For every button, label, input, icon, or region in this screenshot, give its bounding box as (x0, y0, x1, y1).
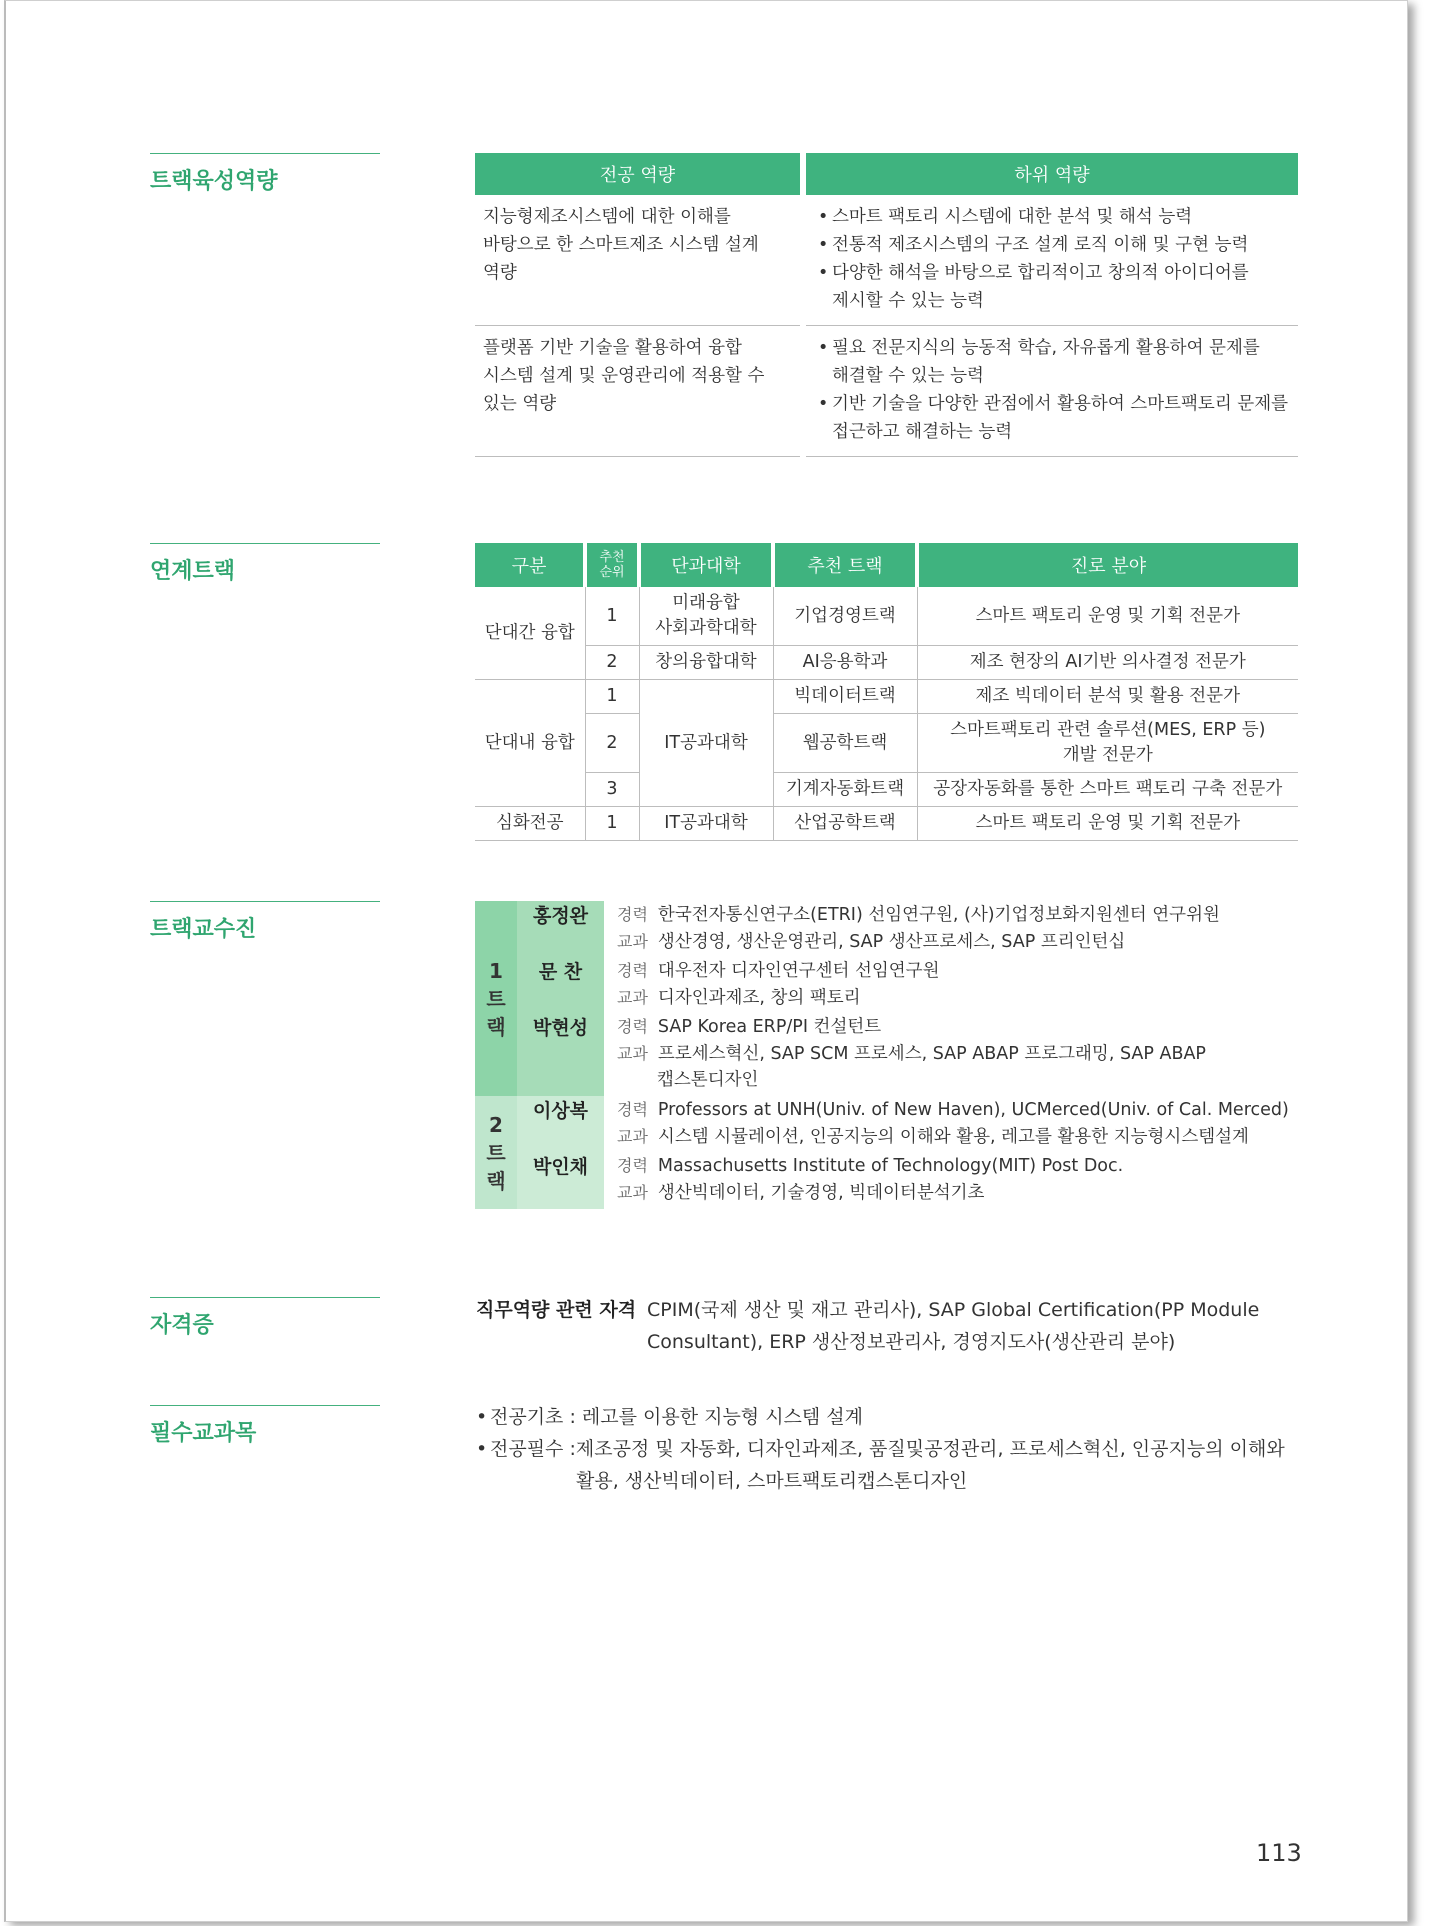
competency-table (475, 153, 1298, 457)
section-label-professors: 트랙교수진 (150, 901, 380, 943)
page-number: 113 (1256, 1839, 1302, 1867)
list-item: • 전공기초 : 레고를 이용한 지능형 시스템 설계 (476, 1401, 1316, 1433)
sub-competency-cell (806, 195, 1298, 326)
document-page (4, 0, 1408, 1922)
professor-career: 경력 SAP Korea ERP/PI 컨설턴트 (617, 1017, 882, 1037)
professor-name: 홍정완 (532, 905, 589, 927)
major-competency-cell: 지능형제조시스템에 대한 이해를 바탕으로 한 스마트제조 시스템 설계 역량 (475, 195, 800, 326)
group-cell: 단대내 융합 (475, 680, 585, 807)
header-type: 구분 (475, 543, 585, 587)
section-label-linked: 연계트랙 (150, 543, 380, 585)
professor-courses: 교과 디자인과제조, 창의 팩토리 (617, 988, 861, 1008)
list-item: • 기반 기술을 다양한 관점에서 활용하여 스마트팩토리 문제를 접근하고 해결하는 능력 (814, 390, 1290, 446)
professor-list (475, 901, 1305, 1211)
table-row: 단대내 융합 1 IT공과대학 빅데이터트랙 제조 빅데이터 분석 및 활용 전문가 (475, 680, 1298, 714)
professor-courses: 교과 시스템 시뮬레이션, 인공지능의 이해와 활용, 레고를 활용한 지능형시스템설계 (617, 1127, 1249, 1147)
professor-career: 경력 대우전자 디자인연구센터 선임연구원 (617, 961, 940, 981)
header-college: 단과대학 (639, 543, 773, 587)
sub-competency-cell (806, 326, 1298, 457)
section-label-required: 필수교과목 (150, 1405, 380, 1447)
header-career: 진로 분야 (917, 543, 1298, 587)
table-row (475, 326, 1298, 457)
header-track: 추천 트랙 (773, 543, 917, 587)
linked-track-table (475, 543, 1298, 841)
group-cell: 심화전공 (475, 807, 585, 841)
header-rank: 추천 순위 (585, 543, 639, 587)
list-item: • 스마트 팩토리 시스템에 대한 분석 및 해석 능력 (814, 203, 1290, 231)
required-courses (476, 1401, 1316, 1497)
professor-career: 경력 Massachusetts Institute of Technology(MIT) Post Doc. (617, 1156, 1124, 1176)
professor-courses-cont: 캡스톤디자인 (657, 1070, 759, 1090)
header-sub-competency: 하위 역량 (806, 153, 1298, 195)
professor-name: 박인채 (532, 1156, 589, 1178)
professor-name: 박현성 (532, 1017, 589, 1039)
professor-courses: 교과 프로세스혁신, SAP SCM 프로세스, SAP ABAP 프로그래밍, SAP ABAP (617, 1044, 1206, 1064)
track-1-label: 1 트 랙 (475, 901, 517, 1096)
table-row: 2 창의융합대학 AI응용학과 제조 현장의 AI기반 의사결정 전문가 (475, 646, 1298, 680)
table-row: 3 기계자동화트랙 공장자동화를 통한 스마트 팩토리 구축 전문가 (475, 773, 1298, 807)
list-item: • 다양한 해석을 바탕으로 합리적이고 창의적 아이디어를 제시할 수 있는 능력 (814, 259, 1290, 315)
group-cell: 단대간 융합 (475, 587, 585, 680)
section-label-cert: 자격증 (150, 1297, 380, 1339)
list-item-cont: 활용, 생산빅데이터, 스마트팩토리캡스톤디자인 (576, 1470, 968, 1492)
track-2-label: 2 트 랙 (475, 1096, 517, 1209)
professor-name: 문 찬 (538, 961, 583, 983)
professor-courses: 교과 생산경영, 생산운영관리, SAP 생산프로세스, SAP 프리인턴십 (617, 932, 1126, 952)
professor-name: 이상복 (532, 1100, 589, 1122)
list-item: • 전공필수 :제조공정 및 자동화, 디자인과제조, 품질및공정관리, 프로세스혁신, 인공지능의 이해와 (476, 1433, 1316, 1465)
header-major-competency: 전공 역량 (475, 153, 800, 195)
table-row (475, 195, 1298, 326)
list-item: • 필요 전문지식의 능동적 학습, 자유롭게 활용하여 문제를 해결할 수 있는 능력 (814, 334, 1290, 390)
list-item: • 전통적 제조시스템의 구조 설계 로직 이해 및 구현 능력 (814, 231, 1290, 259)
table-row: 심화전공 1 IT공과대학 산업공학트랙 스마트 팩토리 운영 및 기획 전문가 (475, 807, 1298, 841)
section-label-competency: 트랙육성역량 (150, 153, 380, 195)
professor-career: 경력 Professors at UNH(Univ. of New Haven), UCMerced(Univ. of Cal. Merced) (617, 1100, 1289, 1120)
cert-label: 직무역량 관련 자격 (476, 1299, 637, 1321)
professor-career: 경력 한국전자통신연구소(ETRI) 선임연구원, (사)기업정보화지원센터 연구위원 (617, 905, 1220, 925)
cert-text: CPIM(국제 생산 및 재고 관리사), SAP Global Certification(PP Module Consultant), ERP 생산정보관리사, 경영지도사(생산관리 분야) (647, 1299, 1260, 1353)
table-row: 2 웹공학트랙 스마트팩토리 관련 솔루션(MES, ERP 등) 개발 전문가 (475, 714, 1298, 773)
table-row: 단대간 융합 1 미래융합 사회과학대학 기업경영트랙 스마트 팩토리 운영 및 기획 전문가 (475, 587, 1298, 646)
major-competency-cell: 플랫폼 기반 기술을 활용하여 융합 시스템 설계 및 운영관리에 적용할 수 있는 역량 (475, 326, 800, 457)
professor-courses: 교과 생산빅데이터, 기술경영, 빅데이터분석기초 (617, 1183, 985, 1203)
